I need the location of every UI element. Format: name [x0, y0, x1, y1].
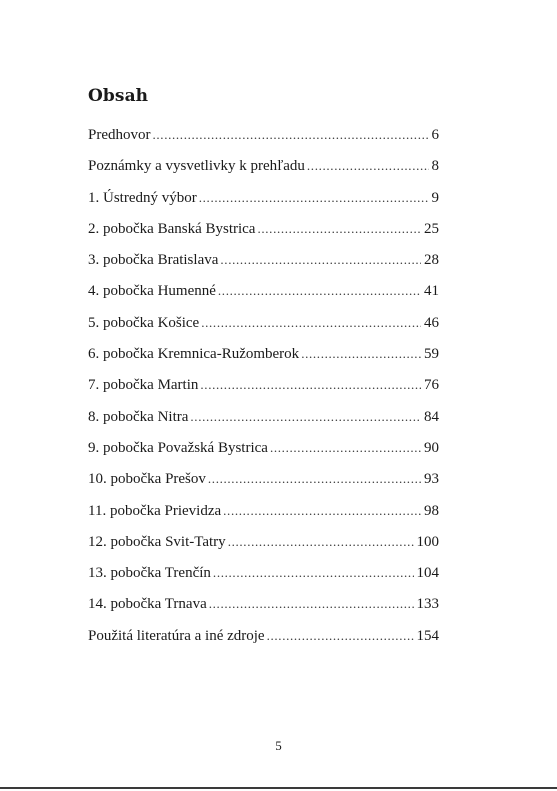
toc-entry-page: 133: [416, 596, 439, 613]
toc-entry-title: 7. pobočka Martin: [88, 377, 199, 394]
toc-entry-banska-bystrica[interactable]: [88, 219, 439, 250]
toc-entry-bratislava[interactable]: [88, 250, 439, 281]
toc-entry-title: 14. pobočka Trnava: [88, 596, 207, 613]
toc-entry-page: 154: [416, 627, 439, 644]
toc-heading: Obsah: [88, 86, 149, 106]
toc-entry-page: 9: [431, 189, 439, 206]
toc-entry-page: 93: [424, 471, 439, 488]
toc-entry-trnava[interactable]: [88, 594, 439, 625]
dot-leader: [301, 344, 421, 364]
toc-entry-title: Poznámky a vysvetlivky k prehľadu: [88, 158, 305, 175]
toc-entry-title: Predhovor: [88, 127, 151, 143]
dot-leader: [220, 250, 421, 270]
dot-leader: [201, 313, 421, 333]
toc-entry-title: 3. pobočka Bratislava: [88, 252, 219, 269]
dot-leader: [209, 594, 414, 614]
toc-entry-page: 104: [416, 565, 439, 582]
dot-leader: [307, 156, 429, 176]
toc-entry-title: 11. pobočka Prievidza: [88, 502, 222, 519]
dot-leader: [190, 407, 421, 427]
toc-entry-page: 98: [424, 502, 439, 519]
toc-entry-poznamky[interactable]: [88, 156, 439, 187]
toc-entry-title: 8. pobočka Nitra: [88, 408, 189, 425]
toc-entry-prievidza[interactable]: [88, 501, 439, 532]
toc-entry-title: 1. Ústredný výbor: [88, 189, 197, 206]
toc-entry-page: 100: [416, 533, 439, 550]
toc-entry-page: 41: [424, 283, 439, 300]
toc-entry-page: 28: [424, 252, 439, 269]
toc-entry-ustredny-vybor[interactable]: [88, 188, 439, 219]
toc-entry-trencin[interactable]: [88, 563, 439, 594]
toc-entry-presov[interactable]: [88, 469, 439, 500]
dot-leader: [270, 438, 421, 458]
dot-leader: [213, 563, 414, 583]
toc-entry-title: Použitá literatúra a iné zdroje: [88, 627, 265, 644]
toc-entry-page: 76: [424, 377, 439, 394]
toc-entry-kremnica-ruzomberok[interactable]: [88, 344, 439, 375]
toc-entry-nitra[interactable]: [88, 407, 439, 438]
toc-entry-predhovor[interactable]: [88, 125, 439, 156]
dot-leader: [199, 188, 429, 208]
toc-entry-kosice[interactable]: [88, 313, 439, 344]
toc-entry-page: 46: [424, 314, 439, 331]
dot-leader: [200, 375, 421, 395]
dot-leader: [267, 626, 414, 646]
toc-entry-humenne[interactable]: [88, 281, 439, 312]
dot-leader: [218, 281, 421, 301]
toc-entry-title: 12. pobočka Svit-Tatry: [88, 533, 226, 550]
toc-entry-title: 2. pobočka Banská Bystrica: [88, 220, 256, 237]
dot-leader: [208, 469, 421, 489]
table-of-contents: [88, 125, 439, 657]
toc-entry-title: 13. pobočka Trenčín: [88, 565, 211, 582]
toc-entry-title: 4. pobočka Humenné: [88, 283, 216, 300]
toc-entry-svit-tatry[interactable]: [88, 532, 439, 563]
toc-entry-page: 84: [424, 408, 439, 425]
toc-entry-page: 59: [424, 346, 439, 363]
toc-entry-title: 5. pobočka Košice: [88, 314, 200, 331]
toc-entry-title: 6. pobočka Kremnica-Ružomberok: [88, 346, 300, 363]
toc-entry-literatura[interactable]: [88, 626, 439, 657]
toc-entry-page: 8: [431, 158, 439, 175]
toc-entry-page: 90: [424, 439, 439, 456]
dot-leader: [228, 532, 414, 552]
toc-entry-martin[interactable]: [88, 375, 439, 406]
page-number: 5: [275, 738, 282, 753]
toc-entry-povazska-bystrica[interactable]: [88, 438, 439, 469]
toc-entry-page: 25: [424, 220, 439, 237]
toc-entry-page: 6: [431, 127, 439, 143]
dot-leader: [153, 125, 429, 145]
toc-entry-title: 9. pobočka Považská Bystrica: [88, 439, 268, 456]
toc-entry-title: 10. pobočka Prešov: [88, 471, 206, 488]
dot-leader: [223, 501, 421, 521]
dot-leader: [257, 219, 421, 239]
